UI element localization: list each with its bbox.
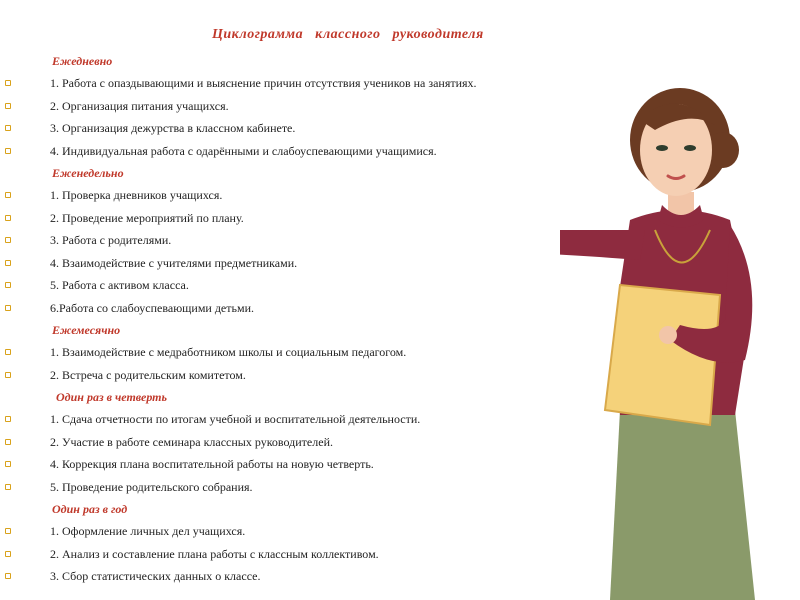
square-bullet-icon [5, 528, 11, 534]
eye-icon [684, 145, 696, 151]
section-heading-daily: Ежедневно [52, 54, 113, 68]
square-bullet-icon [5, 573, 11, 579]
section-heading-monthly: Ежемесячно [52, 323, 121, 337]
list-item [0, 565, 620, 588]
list-item-text: 1. Сдача отчетности по итогам учебной и воспитательной деятельности. [50, 412, 421, 426]
square-bullet-icon [5, 282, 11, 288]
square-bullet-icon [5, 439, 11, 445]
square-bullet-icon [5, 551, 11, 557]
square-bullet-icon [5, 349, 11, 355]
square-bullet-icon [5, 237, 11, 243]
list-item [0, 431, 620, 454]
section-heading-quarterly: Один раз в четверть [56, 390, 167, 404]
list-item-text: 2. Анализ и составление плана работы с классным коллективом. [50, 546, 379, 561]
list-item-text: 6.Работа со слабоуспевающими детьми. [50, 300, 254, 315]
square-bullet-icon [5, 80, 11, 86]
square-bullet-icon [5, 125, 11, 131]
square-bullet-icon [5, 461, 11, 467]
list-item [0, 72, 620, 95]
list-item [0, 453, 620, 476]
list-item [0, 341, 620, 364]
list-item [0, 476, 620, 499]
list-item-text: 4. Индивидуальная работа с одарёнными и слабоуспевающими учащимися. [50, 143, 437, 158]
square-bullet-icon [5, 305, 11, 311]
square-bullet-icon [5, 484, 11, 490]
page-title: Циклограмма классного руководителя [212, 27, 484, 42]
list-item-text: 2. Встреча с родительским комитетом. [50, 367, 246, 382]
list-item [0, 229, 620, 252]
list-item-text: 2. Участие в работе семинара классных руководителей. [50, 434, 333, 449]
teacher-with-pointer-illustration [560, 80, 800, 600]
list-item [0, 408, 620, 431]
list-item [0, 252, 620, 275]
list-item [0, 364, 620, 387]
list-item-text: 3. Работа с родителями. [50, 233, 172, 247]
square-bullet-icon [5, 148, 11, 154]
square-bullet-icon [5, 260, 11, 266]
list-item [0, 95, 620, 118]
list-item-text: 4. Взаимодействие с учителями предметниками. [50, 255, 298, 270]
list-item-text: 1. Проверка дневников учащихся. [50, 188, 223, 202]
list-item [0, 543, 620, 566]
skirt-shape [610, 410, 755, 600]
square-bullet-icon [5, 416, 11, 422]
list-item [0, 520, 620, 543]
list-item-text: 2. Проведение мероприятий по плану. [50, 210, 244, 225]
square-bullet-icon [5, 103, 11, 109]
square-bullet-icon [5, 215, 11, 221]
cyclogram-sections [0, 50, 620, 588]
list-item [0, 207, 620, 230]
list-item [0, 184, 620, 207]
square-bullet-icon [5, 192, 11, 198]
list-item [0, 297, 620, 320]
hand-shape [659, 326, 677, 344]
list-item [0, 140, 620, 163]
list-item-text: 3. Сбор статистических данных о классе. [50, 569, 261, 583]
list-item-text: 1. Взаимодействие с медработником школы и социальным педагогом. [50, 345, 407, 359]
list-item [0, 274, 620, 297]
section-heading-weekly: Еженедельно [52, 166, 124, 180]
eye-icon [656, 145, 668, 151]
list-item-text: 3. Организация дежурства в классном кабинете. [50, 121, 296, 135]
section-heading-yearly: Один раз в год [52, 502, 128, 516]
list-item-text: 5. Работа с активом класса. [50, 278, 189, 292]
list-item-text: 1. Оформление личных дел учащихся. [50, 524, 246, 538]
square-bullet-icon [5, 372, 11, 378]
list-item-text: 2. Организация питания учащихся. [50, 98, 229, 113]
list-item [0, 117, 620, 140]
list-item-text: 4. Коррекция плана воспитательной работы на новую четверть. [50, 457, 374, 471]
list-item-text: 5. Проведение родительского собрания. [50, 479, 253, 494]
list-item-text: 1. Работа с опаздывающими и выяснение причин отсутствия учеников на занятиях. [50, 76, 477, 90]
pointing-arm-shape [560, 230, 645, 260]
